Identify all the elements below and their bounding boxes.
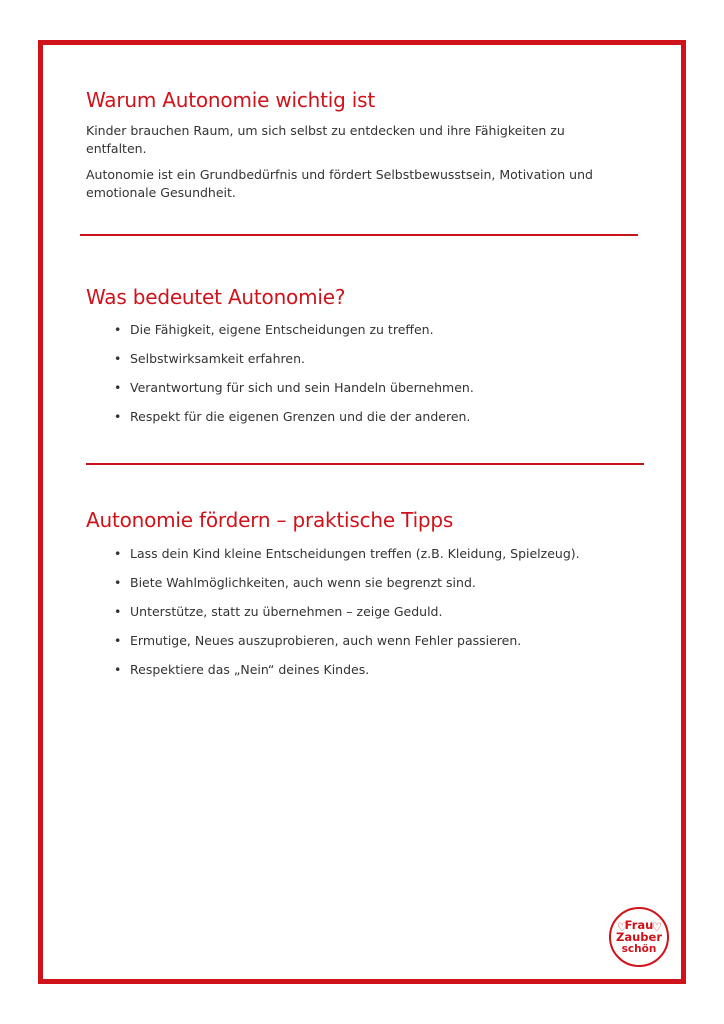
paragraph-1: Kinder brauchen Raum, um sich selbst zu entdecken und ihre Fähigkeiten zu entfalten.: [86, 123, 565, 156]
list-item: • Respektiere das „Nein“ deines Kindes.: [86, 661, 646, 679]
list-item: • Respekt für die eigenen Grenzen und die der anderen.: [86, 408, 646, 426]
paragraph-2: Autonomie ist ein Grundbedürfnis und fördert Selbstbewusstsein, Motivation und emotionale Gesundheit.: [86, 167, 593, 200]
section-what-is-autonomy: [86, 285, 646, 437]
list-item: • Unterstütze, statt zu übernehmen – zeige Geduld.: [86, 603, 646, 621]
list-item: • Biete Wahlmöglichkeiten, auch wenn sie begrenzt sind.: [86, 574, 646, 592]
list-item: • Verantwortung für sich und sein Handeln übernehmen.: [86, 379, 646, 397]
brand-logo: [609, 907, 669, 967]
list-item: • Lass dein Kind kleine Entscheidungen treffen (z.B. Kleidung, Spielzeug).: [86, 545, 646, 563]
list-item: • Die Fähigkeit, eigene Entscheidungen zu treffen.: [86, 321, 646, 339]
divider-1: [80, 234, 638, 236]
logo-text-line1: Frau: [624, 918, 654, 932]
autonomy-definition-list: [86, 321, 646, 426]
logo-text-line2: Zauber: [616, 930, 662, 944]
tips-list: [86, 545, 646, 679]
logo-text-line3: schön: [621, 943, 657, 955]
section-practical-tips: [86, 508, 646, 690]
heart-icon: ♡: [651, 920, 662, 934]
list-item: • Ermutige, Neues auszuprobieren, auch wenn Fehler passieren.: [86, 632, 646, 650]
list-item: • Selbstwirksamkeit erfahren.: [86, 350, 646, 368]
heart-icon: ♡: [617, 920, 628, 934]
divider-2: [86, 463, 644, 465]
section-title-tips: Autonomie fördern – praktische Tipps: [86, 508, 454, 532]
section-why-autonomy: [86, 88, 646, 202]
section-title-why: Warum Autonomie wichtig ist: [86, 88, 375, 112]
section-title-what: Was bedeutet Autonomie?: [86, 285, 346, 309]
